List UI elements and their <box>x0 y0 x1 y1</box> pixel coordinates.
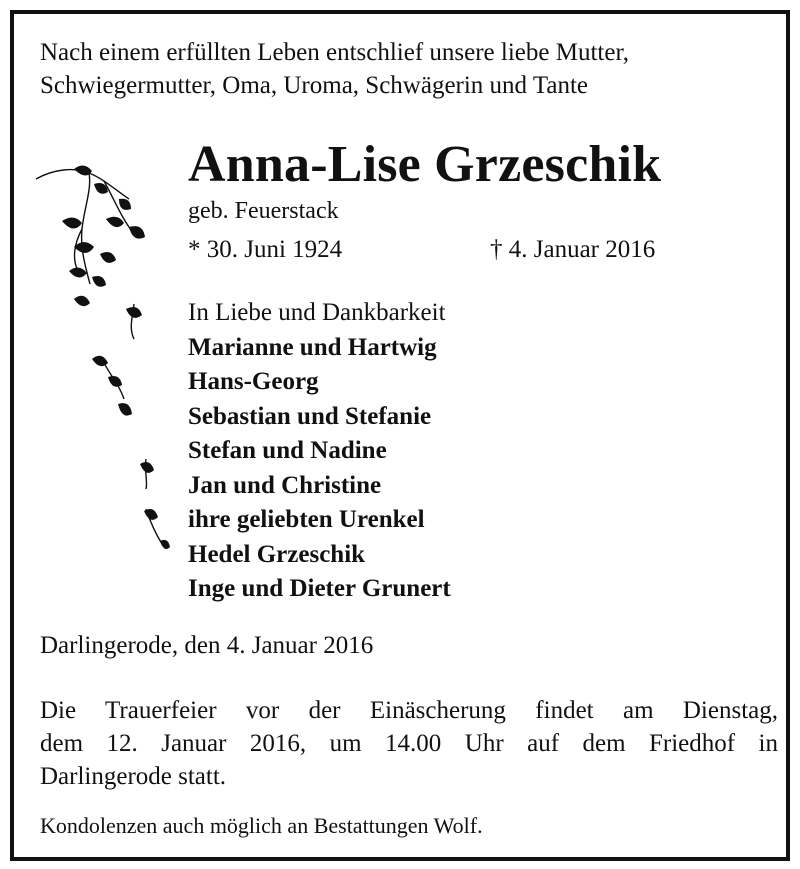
funeral-line: dem 12. Januar 2016, um 14.00 Uhr auf dem Friedhof in <box>40 730 778 757</box>
mourner-entry: Stefan und Nadine <box>188 437 387 464</box>
mourner-entry: Sebastian und Stefanie <box>188 402 432 430</box>
mourners-lead: In Liebe und Dankbarkeit <box>188 299 446 326</box>
mourner-entry: Hedel Grzeschik <box>188 540 366 568</box>
mourner-entry: Hans-Georg <box>188 368 319 395</box>
obituary-notice <box>10 10 790 861</box>
death-date: † 4. Januar 2016 <box>490 236 656 263</box>
place-date: Darlingerode, den 4. Januar 2016 <box>40 632 374 659</box>
funeral-line: Darlingerode statt. <box>40 763 227 790</box>
funeral-line: Die Trauerfeier vor der Einäscherung findet am Dienstag, <box>40 697 778 724</box>
birch-branch-icon <box>34 159 184 559</box>
mourner-entry: Jan und Christine <box>188 471 382 499</box>
deceased-name: Anna-Lise Grzeschik <box>188 136 662 193</box>
mourners-list <box>188 296 451 607</box>
mourner-entry: Inge und Dieter Grunert <box>188 575 451 602</box>
mourner-entry: Marianne und Hartwig <box>188 333 437 361</box>
intro-text <box>40 36 780 102</box>
funeral-info <box>40 694 778 793</box>
intro-line: Schwiegermutter, Oma, Uroma, Schwägerin und Tante <box>40 72 589 99</box>
condolences-note: Kondolenzen auch möglich an Bestattungen Wolf. <box>40 813 483 838</box>
maiden-name: geb. Feuerstack <box>188 198 339 224</box>
intro-line: Nach einem erfüllten Leben entschlief unsere liebe Mutter, <box>40 39 630 66</box>
mourner-entry: ihre geliebten Urenkel <box>188 506 425 533</box>
birth-date: * 30. Juni 1924 <box>188 236 343 263</box>
